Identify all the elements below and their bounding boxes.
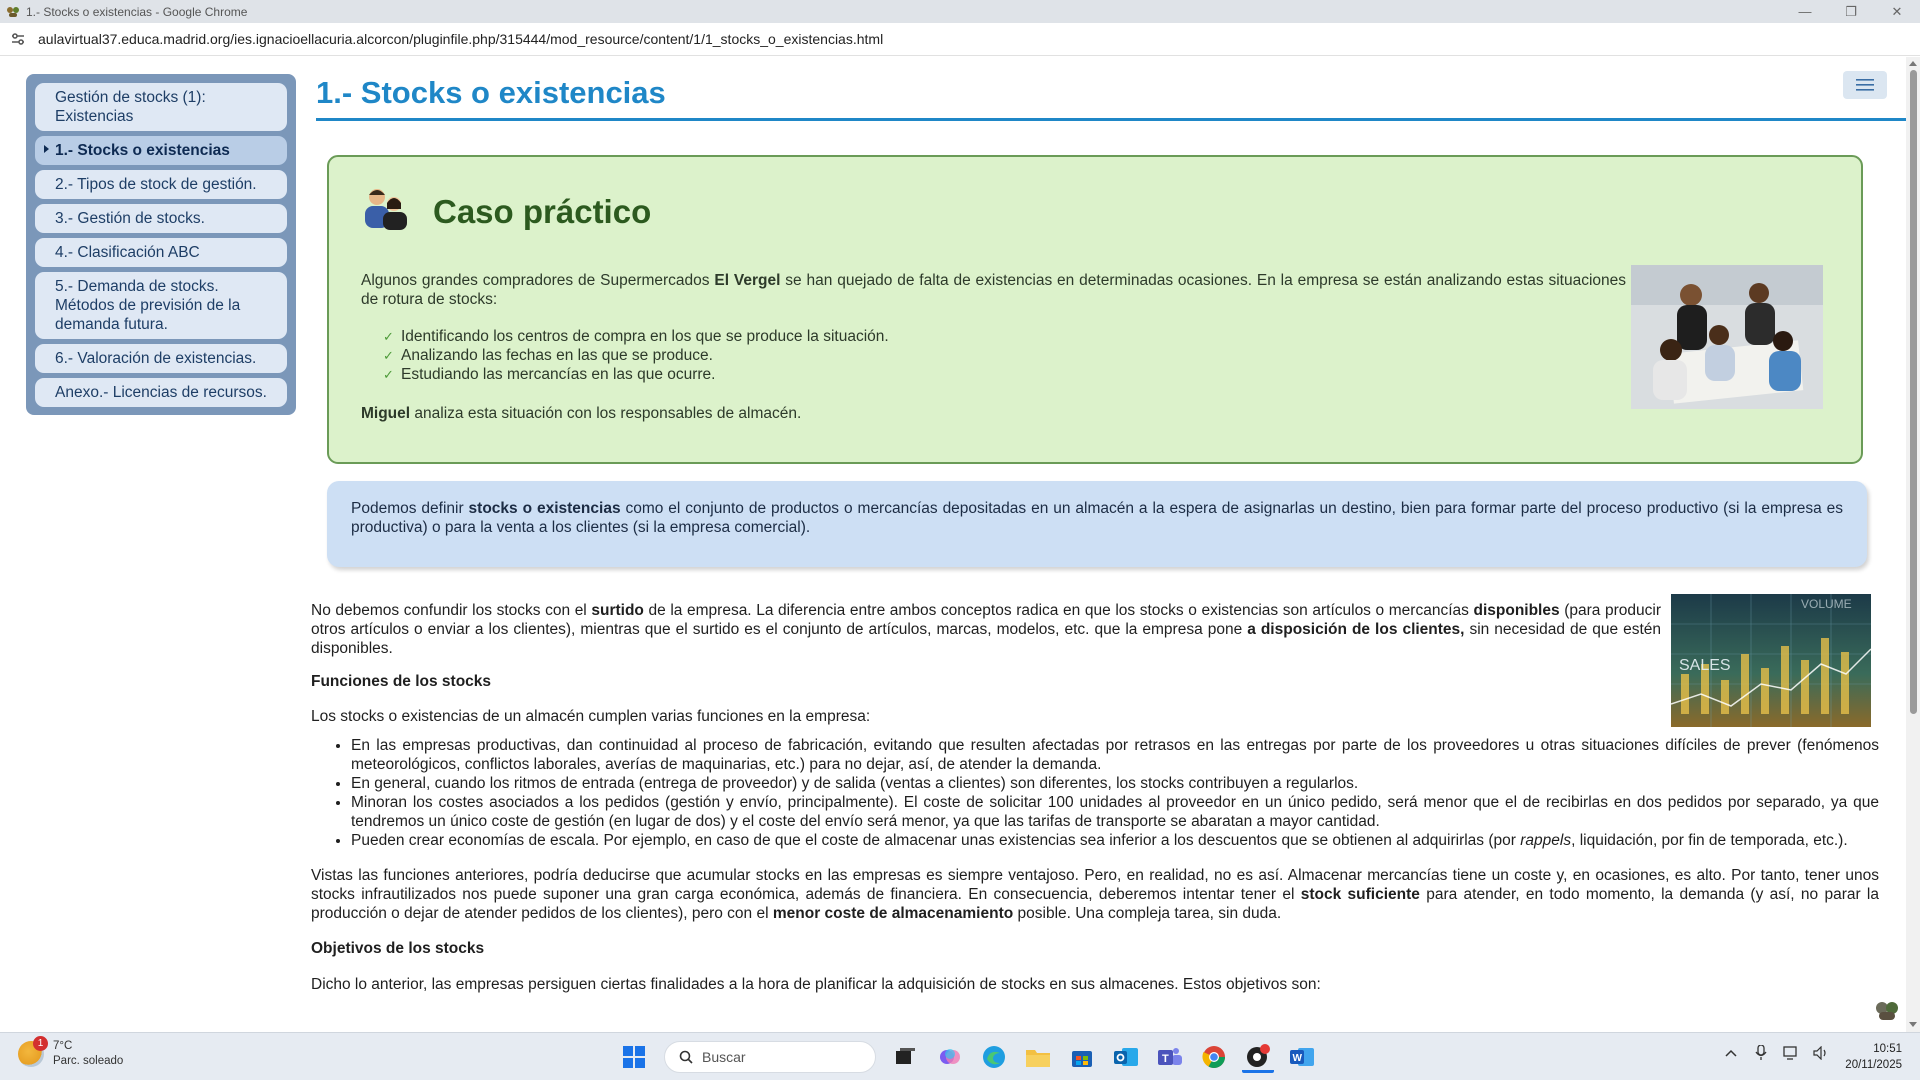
store-icon xyxy=(1071,1046,1093,1068)
chevron-up-icon xyxy=(1725,1049,1737,1057)
task-view-button[interactable] xyxy=(890,1041,922,1073)
copilot-icon xyxy=(938,1045,962,1069)
list-item: ✓ Identificando los centros de compra en los que se produce la situación. xyxy=(383,327,889,346)
taskbar-clock[interactable] xyxy=(1836,1041,1902,1073)
scroll-down-arrow-icon[interactable] xyxy=(1909,1022,1917,1027)
weather-sun-icon xyxy=(18,1038,44,1067)
surtido-paragraph: No debemos confundir los stocks con el surtido de la empresa. La diferencia entre ambos conceptos radica en que los stocks o existencias son artículos o mercancías disponibles (para producir otros artículos o enviar a los clientes), mientras que el surtido es el conjunto de artículos, marcas, modelos, etc. que la empresa pone a disposición de los clientes, sin necesidad de que estén disponibles. xyxy=(311,602,1662,657)
store-button[interactable] xyxy=(1066,1041,1098,1073)
people-meeting-icon xyxy=(361,185,409,231)
toc-item-gestion[interactable]: 3.- Gestión de stocks. xyxy=(35,204,287,233)
toc-item-demanda[interactable]: 5.- Demanda de stocks. Métodos de previsión de la demanda futura. xyxy=(35,272,287,339)
weather-widget[interactable] xyxy=(18,1039,123,1069)
network-icon xyxy=(1783,1046,1799,1060)
page-scrollbar[interactable] xyxy=(1906,57,1920,1032)
address-bar[interactable] xyxy=(0,23,1920,56)
volume-button[interactable] xyxy=(1809,1041,1833,1065)
chrome-button[interactable] xyxy=(1198,1041,1230,1073)
taskbar-search-box[interactable] xyxy=(664,1041,876,1073)
window-title: 1.- Stocks o existencias - Google Chrome xyxy=(26,4,248,19)
toc-item-intro[interactable]: Gestión de stocks (1): Existencias xyxy=(35,83,287,131)
edge-button[interactable] xyxy=(978,1041,1010,1073)
url-text[interactable]: aulavirtual37.educa.madrid.org/ies.ignacioellacuria.alcorcon/pluginfile.php/315444/mod_resource/content/1/1_stocks_o_existencias.html xyxy=(38,31,884,47)
teams-button[interactable] xyxy=(1154,1041,1186,1073)
search-icon xyxy=(679,1050,693,1064)
page-viewport xyxy=(0,57,1920,1032)
caso-list xyxy=(383,327,889,384)
funciones-list xyxy=(351,736,1879,850)
close-window-button[interactable]: ✕ xyxy=(1891,3,1903,19)
funciones-intro: Los stocks o existencias de un almacén cumplen varias funciones en la empresa: xyxy=(311,708,871,725)
caso-closing: Miguel analiza esta situación con los responsables de almacén. xyxy=(361,405,802,422)
caso-title: Caso práctico xyxy=(433,193,652,230)
table-of-contents xyxy=(26,74,296,415)
clock-time: 10:51 xyxy=(1873,1043,1902,1055)
moodle-corner-icon[interactable] xyxy=(1873,996,1901,1024)
weather-temp: 7°C xyxy=(53,1040,73,1052)
menu-button[interactable] xyxy=(1843,71,1887,99)
word-icon xyxy=(1290,1046,1314,1068)
page-title: 1.- Stocks o existencias xyxy=(316,75,666,110)
word-button[interactable] xyxy=(1286,1041,1318,1073)
toc-item-anexo[interactable]: Anexo.- Licencias de recursos. xyxy=(35,378,287,407)
show-hidden-icons-button[interactable] xyxy=(1719,1041,1743,1065)
volume-label: VOLUME xyxy=(1801,597,1852,611)
start-button[interactable] xyxy=(618,1041,650,1073)
hamburger-icon xyxy=(1856,78,1874,92)
toc-item-stocks[interactable]: 1.- Stocks o existencias xyxy=(35,136,287,165)
list-item: ✓ Analizando las fechas en las que se produce. xyxy=(383,346,889,365)
file-explorer-button[interactable] xyxy=(1022,1041,1054,1073)
copilot-button[interactable] xyxy=(934,1041,966,1073)
speaker-icon xyxy=(1813,1046,1829,1060)
title-divider xyxy=(316,118,1910,121)
moodle-favicon-icon xyxy=(6,5,20,19)
funciones-heading: Funciones de los stocks xyxy=(311,673,492,690)
recording-app-button[interactable] xyxy=(1242,1041,1274,1073)
main-content xyxy=(311,601,1879,994)
list-item: • Minoran los costes asociados a los pedidos (gestión y envío, principalmente). El coste de solicitar 100 unidades al proveedor en un único pedido, será menor que el de recibirlas en dos pedidos por separado, ya que tendremos un único coste de gestión (en lugar de dos) y el coste del envío será menor, ya que las tarifas de transporte se abaratan a mayor cantidad. xyxy=(351,793,1879,831)
notification-badge: 1 xyxy=(33,1036,48,1051)
teams-icon xyxy=(1158,1046,1182,1068)
restore-button[interactable]: ❐ xyxy=(1845,3,1857,19)
objetivos-intro: Dicho lo anterior, las empresas persiguen ciertas finalidades a la hora de planificar la adquisición de stocks en sus almacenes. Estos objetivos son: xyxy=(311,976,1321,993)
list-item: ✓ Estudiando las mercancías en las que ocurre. xyxy=(383,365,889,384)
svg-text:T: T xyxy=(1162,1053,1169,1065)
record-icon xyxy=(1245,1043,1271,1069)
microphone-icon xyxy=(1755,1045,1767,1061)
toc-item-abc[interactable]: 4.- Clasificación ABC xyxy=(35,238,287,267)
edge-icon xyxy=(982,1045,1006,1069)
list-item: • En las empresas productivas, dan continuidad al proceso de fabricación, evitando que resulten afectadas por retrasos en las entregas por parte de los proveedores u otras situaciones difíciles de prever (fenómenos meteorológicos, conflictos laborales, averías de maquinarias, etc.) para no dejar, así, de atender la demanda. xyxy=(351,736,1879,774)
toc-item-valoracion[interactable]: 6.- Valoración de existencias. xyxy=(35,344,287,373)
outlook-button[interactable] xyxy=(1110,1041,1142,1073)
windows-logo-icon xyxy=(623,1046,645,1068)
objetivos-heading: Objetivos de los stocks xyxy=(311,940,485,957)
site-settings-icon[interactable] xyxy=(10,31,26,47)
caso-intro: Algunos grandes compradores de Supermercados El Vergel se han quejado de falta de existencias en determinadas ocasiones. En la empresa se están analizando estas situaciones de rotura de stocks: xyxy=(361,272,1626,308)
list-item: • Pueden crear economías de escala. Por ejemplo, en caso de que el coste de almacenar unas existencias sea inferior a los descuentos que se obtienen al adquirirlas (por rappels, liquidación, por fin de temporada, etc.). xyxy=(351,831,1879,850)
system-tray xyxy=(1716,1041,1836,1065)
sales-label: SALES xyxy=(1679,657,1731,674)
windows-taskbar xyxy=(0,1032,1920,1080)
microphone-button[interactable] xyxy=(1749,1041,1773,1065)
svg-text:W: W xyxy=(1292,1053,1302,1064)
task-view-icon xyxy=(896,1048,916,1066)
search-placeholder: Buscar xyxy=(702,1049,746,1065)
vistas-paragraph: Vistas las funciones anteriores, podría deducirse que acumular stocks en las empresas es siempre ventajoso. Pero, en realidad, no es así. Almacenar mercancías tiene un coste y, en ocasiones, es alto. Por tanto, tener unos stocks infrautilizados nos puede suponer una gran carga económica, además de financiera. En consecuencia, deberemos intentar tener el stock suficiente para atender, en todo momento, la demanda (y así, no parar la producción o dejar de atender pedidos de los clientes), pero con el menor coste de almacenamiento posible. Una compleja tarea, sin duda. xyxy=(311,867,1880,922)
clock-date: 20/11/2025 xyxy=(1845,1059,1902,1071)
minimize-button[interactable]: — xyxy=(1798,4,1812,19)
browser-title-bar xyxy=(0,0,1920,23)
scrollbar-thumb[interactable] xyxy=(1910,70,1917,714)
weather-desc: Parc. soleado xyxy=(53,1055,124,1067)
definition-box: Podemos definir stocks o existencias como el conjunto de productos o mercancías depositadas en un almacén a la espera de asignarlas un destino, bien para formar parte del proceso productivo (si la empresa es productiva) o para la venta a los clientes (si la empresa comercial). xyxy=(327,481,1867,567)
network-button[interactable] xyxy=(1779,1041,1803,1065)
chrome-icon xyxy=(1202,1045,1226,1069)
meeting-photo xyxy=(1631,265,1823,409)
toc-item-tipos[interactable]: 2.- Tipos de stock de gestión. xyxy=(35,170,287,199)
folder-icon xyxy=(1026,1047,1050,1067)
list-item: • En general, cuando los ritmos de entrada (entrega de proveedor) y de salida (ventas a clientes) son diferentes, los stocks contribuyen a regularlos. xyxy=(351,774,1879,793)
outlook-icon xyxy=(1114,1046,1138,1068)
caso-practico-box xyxy=(327,155,1863,464)
scroll-up-arrow-icon[interactable] xyxy=(1909,61,1917,66)
